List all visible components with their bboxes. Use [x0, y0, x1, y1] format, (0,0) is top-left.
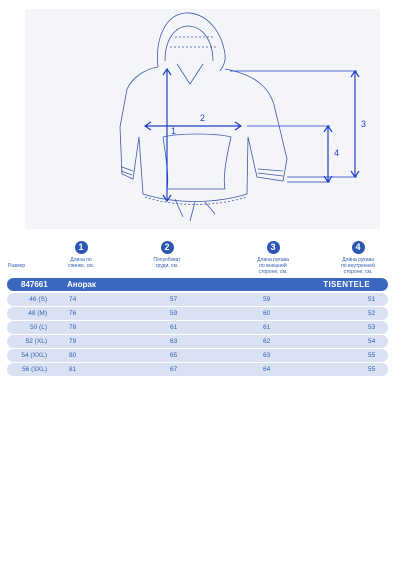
table-row — [7, 349, 388, 362]
sleeve-outer-cell: 64 — [263, 366, 271, 373]
chest-cell: 63 — [170, 338, 178, 345]
size-cell: 48 (M) — [28, 310, 47, 317]
length-cell: 76 — [69, 310, 77, 317]
col-header-4-line-1: Длина рукава — [342, 257, 374, 263]
table-row — [7, 363, 388, 376]
sleeve-outer-cell: 60 — [263, 310, 271, 317]
number-badge-3: 3 — [267, 241, 280, 254]
article-number: 847661 — [21, 280, 48, 289]
sleeve-inner-cell: 52 — [368, 310, 376, 317]
chest-cell: 61 — [170, 324, 178, 331]
length-cell: 74 — [69, 296, 77, 303]
col-header-2-line-1: Полуобхват — [153, 257, 181, 263]
col-header-4-line-3: стороне, см. — [343, 269, 373, 275]
col-header-4 — [328, 241, 388, 275]
length-cell: 80 — [69, 352, 77, 359]
chest-cell: 65 — [170, 352, 178, 359]
arrow-4-label: 4 — [334, 148, 340, 158]
table-row — [7, 293, 388, 306]
table-row — [7, 307, 388, 320]
number-badge-4: 4 — [352, 241, 365, 254]
chest-cell: 67 — [170, 366, 178, 373]
col-header-3-line-3: стороне, см. — [258, 269, 288, 275]
sleeve-inner-cell: 54 — [368, 338, 376, 345]
arrow-3-label: 3 — [361, 119, 367, 129]
length-cell: 79 — [69, 338, 77, 345]
size-cell: 54 (XXL) — [21, 352, 47, 359]
col-header-4-line-2: по внутренней — [341, 263, 375, 269]
chest-cell: 59 — [170, 310, 178, 317]
product-name: Анорак — [67, 280, 96, 289]
chest-cell: 57 — [170, 296, 178, 303]
brand-name: TISENTELE — [323, 280, 370, 289]
table-row — [7, 335, 388, 348]
col-header-1-line-2: спинке, см. — [68, 263, 94, 269]
length-cell: 78 — [69, 324, 77, 331]
col-header-3 — [243, 241, 303, 275]
col-header-2-line-2: груди, см. — [155, 263, 179, 269]
size-cell: 50 (L) — [30, 324, 47, 331]
sleeve-inner-cell: 53 — [368, 324, 376, 331]
arrow-1-label: 1 — [171, 126, 177, 136]
sleeve-outer-cell: 63 — [263, 352, 271, 359]
product-band — [7, 278, 388, 291]
sleeve-outer-cell: 59 — [263, 296, 271, 303]
sleeve-inner-cell: 55 — [368, 352, 376, 359]
table-row — [7, 321, 388, 334]
sleeve-inner-cell: 51 — [368, 296, 376, 303]
size-column-header: Размер — [8, 263, 26, 269]
number-badge-1: 1 — [75, 241, 88, 254]
sleeve-outer-cell: 62 — [263, 338, 271, 345]
hood-inner — [165, 26, 213, 61]
sleeve-inner-cell: 55 — [368, 366, 376, 373]
col-header-1 — [51, 241, 111, 269]
garment-drawing — [25, 9, 380, 229]
sleeve-outer-cell: 61 — [263, 324, 271, 331]
size-cell: 56 (3XL) — [22, 366, 47, 373]
col-header-1-line-1: Длина по — [70, 257, 92, 263]
size-cell: 46 (S) — [29, 296, 47, 303]
anorak-sketch — [25, 9, 380, 229]
col-header-3-line-2: по внешней — [259, 263, 287, 269]
kangaroo-pocket — [163, 134, 231, 189]
size-cell: 52 (XL) — [25, 338, 47, 345]
arrow-2-label: 2 — [200, 113, 206, 123]
length-cell: 81 — [69, 366, 77, 373]
number-badge-2: 2 — [161, 241, 174, 254]
col-header-3-line-1: Длина рукава — [257, 257, 289, 263]
hood-outline — [157, 13, 225, 71]
col-header-2 — [137, 241, 197, 269]
